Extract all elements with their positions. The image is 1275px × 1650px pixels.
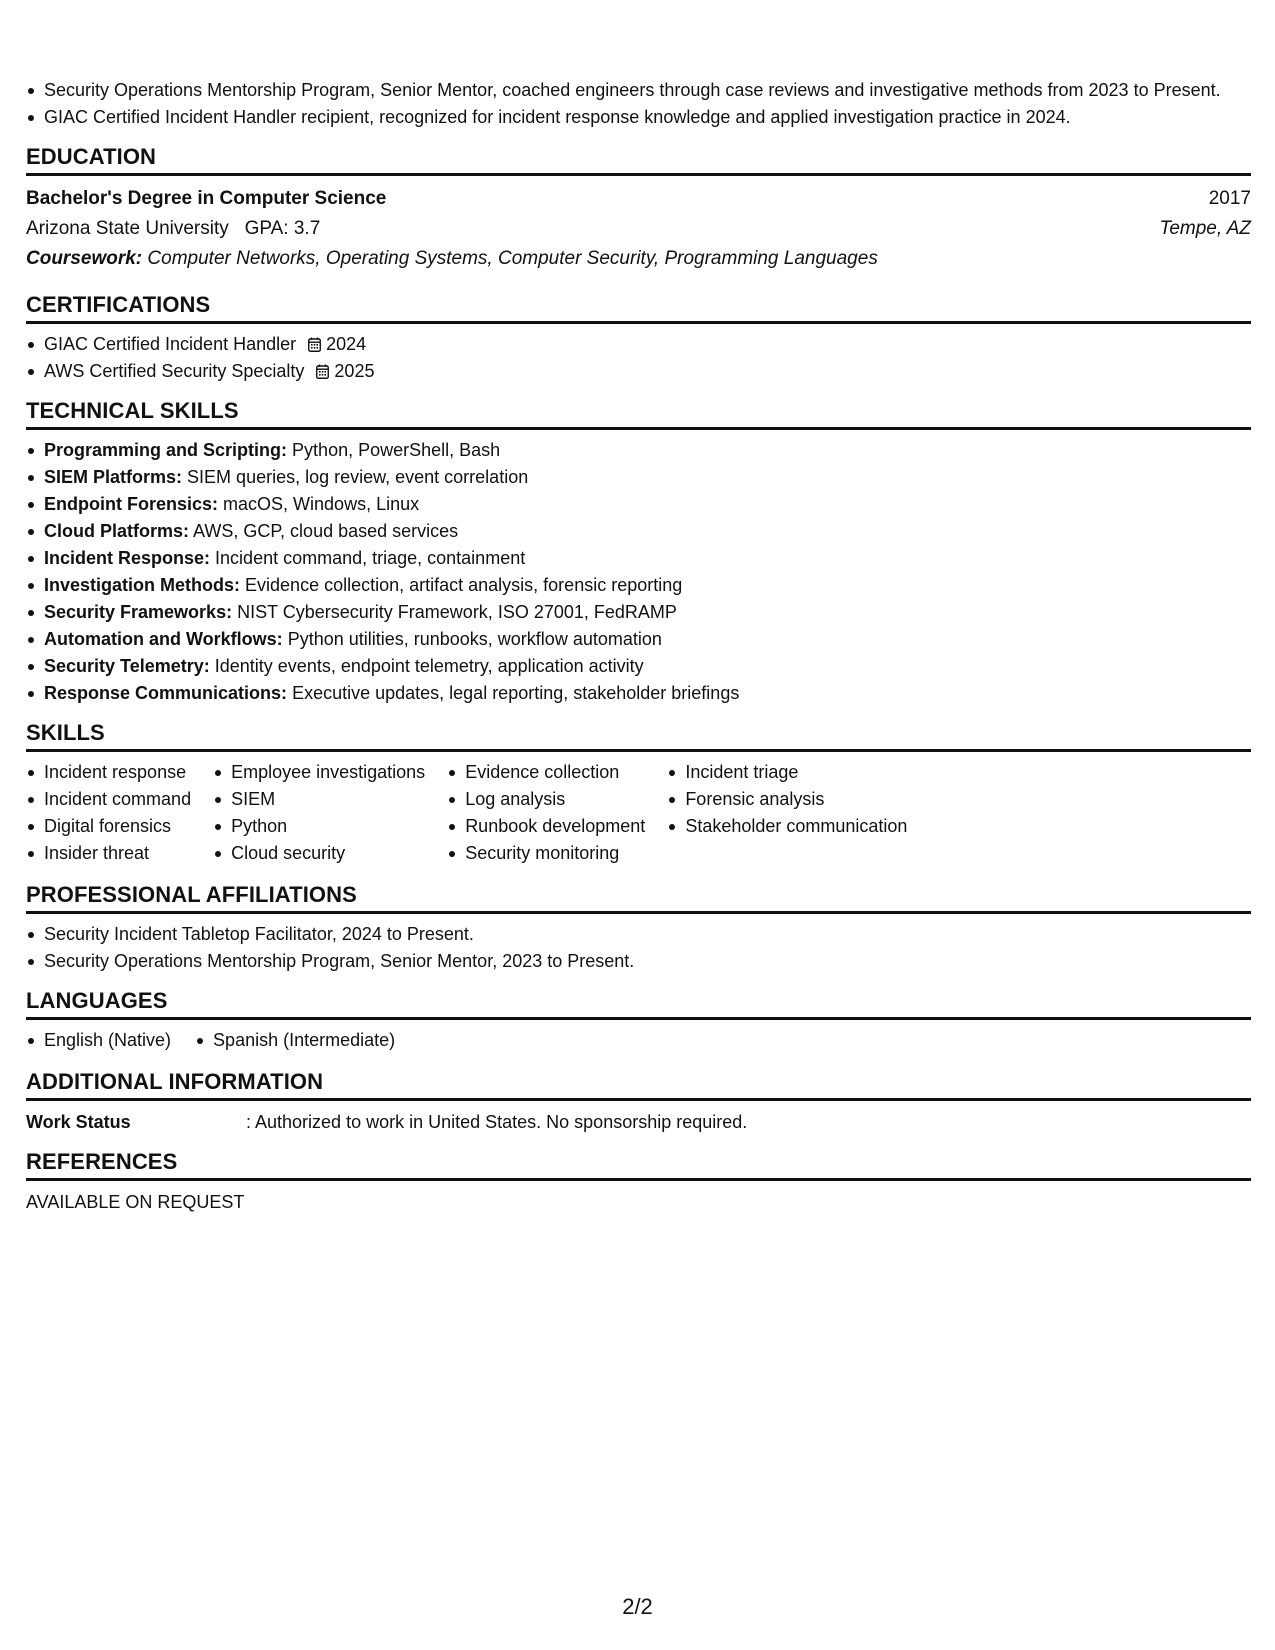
list-item: Evidence collection — [447, 760, 645, 785]
degree: Bachelor's Degree in Computer Science — [26, 188, 387, 209]
list-item — [26, 465, 1251, 490]
skills-column — [447, 760, 645, 868]
education-row-coursework — [26, 244, 1251, 274]
technical-skills-list — [26, 438, 1251, 706]
skill-values: Incident command, triage, containment — [215, 548, 526, 568]
list-item — [26, 332, 1251, 357]
list-item — [26, 573, 1251, 598]
skills-section — [26, 720, 1251, 868]
work-status-value: : Authorized to work in United States. No sponsorship required. — [246, 1112, 748, 1132]
list-item: English (Native) — [26, 1028, 171, 1053]
skill-category: Security Telemetry: — [44, 656, 210, 676]
list-item: Digital forensics — [26, 814, 191, 839]
languages-section — [26, 988, 1251, 1055]
list-item: Spanish (Intermediate) — [195, 1028, 395, 1053]
skill-values: AWS, GCP, cloud based services — [193, 521, 459, 541]
skill-category: Automation and Workflows: — [44, 629, 283, 649]
list-item — [26, 359, 1251, 384]
page-number: 2/2 — [622, 1594, 653, 1619]
list-item: Runbook development — [447, 814, 645, 839]
skills-column — [667, 760, 907, 868]
list-item: Incident response — [26, 760, 191, 785]
section-title: SKILLS — [26, 720, 1251, 752]
school-location: Tempe, AZ — [1159, 218, 1251, 239]
skill-values: Executive updates, legal reporting, stakeholder briefings — [292, 683, 740, 703]
skill-category: Investigation Methods: — [44, 575, 241, 595]
skill-category: Endpoint Forensics: — [44, 494, 219, 514]
section-title: TECHNICAL SKILLS — [26, 398, 1251, 430]
certifications-section — [26, 292, 1251, 384]
skills-column — [26, 760, 191, 868]
list-item: Log analysis — [447, 787, 645, 812]
school-name: Arizona State University — [26, 218, 229, 239]
skill-category: Response Communications: — [44, 683, 288, 703]
continued-bullets — [26, 78, 1251, 130]
list-item — [26, 681, 1251, 706]
list-item: Incident command — [26, 787, 191, 812]
list-item: Security Operations Mentorship Program, Senior Mentor, 2023 to Present. — [26, 949, 1251, 974]
list-item: Security Operations Mentorship Program, Senior Mentor, coached engineers through case reviews and investigative methods from 2023 to Present. — [26, 78, 1251, 103]
list-item: Python — [213, 814, 425, 839]
work-status-label: Work Status — [26, 1112, 131, 1132]
skill-category: Incident Response: — [44, 548, 211, 568]
list-item: Forensic analysis — [667, 787, 907, 812]
affiliations-list — [26, 922, 1251, 974]
certification-year: 2024 — [326, 334, 367, 354]
technical-skills-section — [26, 398, 1251, 706]
resume-page — [26, 78, 1251, 1215]
affiliations-section — [26, 882, 1251, 974]
list-item: GIAC Certified Incident Handler recipient, recognized for incident response knowledge and applied investigation practice in 2024. — [26, 105, 1251, 130]
certification-name: GIAC Certified Incident Handler — [44, 334, 297, 354]
section-title: REFERENCES — [26, 1149, 1251, 1181]
list-item: Insider threat — [26, 841, 191, 866]
list-item — [26, 546, 1251, 571]
skill-values: NIST Cybersecurity Framework, ISO 27001, FedRAMP — [237, 602, 677, 622]
section-title: EDUCATION — [26, 144, 1251, 176]
list-item: Cloud security — [213, 841, 425, 866]
skills-grid — [26, 760, 1251, 868]
education-row-degree — [26, 184, 1251, 214]
list-item: Incident triage — [667, 760, 907, 785]
education-section — [26, 144, 1251, 274]
skill-values: Python utilities, runbooks, workflow automation — [287, 629, 662, 649]
languages-list — [26, 1028, 1251, 1055]
section-title: PROFESSIONAL AFFILIATIONS — [26, 882, 1251, 914]
work-status-row — [26, 1109, 1251, 1135]
skill-values: Evidence collection, artifact analysis, forensic reporting — [245, 575, 683, 595]
education-row-school — [26, 214, 1251, 244]
list-item — [26, 627, 1251, 652]
list-item: Employee investigations — [213, 760, 425, 785]
certification-name: AWS Certified Security Specialty — [44, 361, 305, 381]
calendar-icon — [308, 337, 321, 352]
skill-category: Cloud Platforms: — [44, 521, 190, 541]
skills-column — [213, 760, 425, 868]
gpa: GPA: 3.7 — [244, 218, 321, 239]
list-item: SIEM — [213, 787, 425, 812]
section-title: LANGUAGES — [26, 988, 1251, 1020]
calendar-icon — [316, 364, 329, 379]
list-item: Security monitoring — [447, 841, 645, 866]
skill-values: macOS, Windows, Linux — [223, 494, 420, 514]
list-item: Security Incident Tabletop Facilitator, 2024 to Present. — [26, 922, 1251, 947]
skill-values: SIEM queries, log review, event correlation — [187, 467, 529, 487]
list-item — [26, 654, 1251, 679]
skill-category: Security Frameworks: — [44, 602, 233, 622]
skill-values: Identity events, endpoint telemetry, application activity — [214, 656, 644, 676]
certifications-list — [26, 332, 1251, 384]
certification-year: 2025 — [334, 361, 375, 381]
references-section — [26, 1149, 1251, 1215]
references-text: AVAILABLE ON REQUEST — [26, 1192, 245, 1212]
section-title: CERTIFICATIONS — [26, 292, 1251, 324]
list-item — [26, 438, 1251, 463]
skill-values: Python, PowerShell, Bash — [292, 440, 501, 460]
section-title: ADDITIONAL INFORMATION — [26, 1069, 1251, 1101]
additional-info-section — [26, 1069, 1251, 1135]
coursework-label: Coursework: — [26, 248, 143, 269]
list-item — [26, 492, 1251, 517]
list-item — [26, 600, 1251, 625]
list-item: Stakeholder communication — [667, 814, 907, 839]
skill-category: SIEM Platforms: — [44, 467, 183, 487]
coursework-list: Computer Networks, Operating Systems, Computer Security, Programming Languages — [147, 248, 878, 269]
graduation-year: 2017 — [1208, 188, 1251, 209]
list-item — [26, 519, 1251, 544]
skill-category: Programming and Scripting: — [44, 440, 288, 460]
